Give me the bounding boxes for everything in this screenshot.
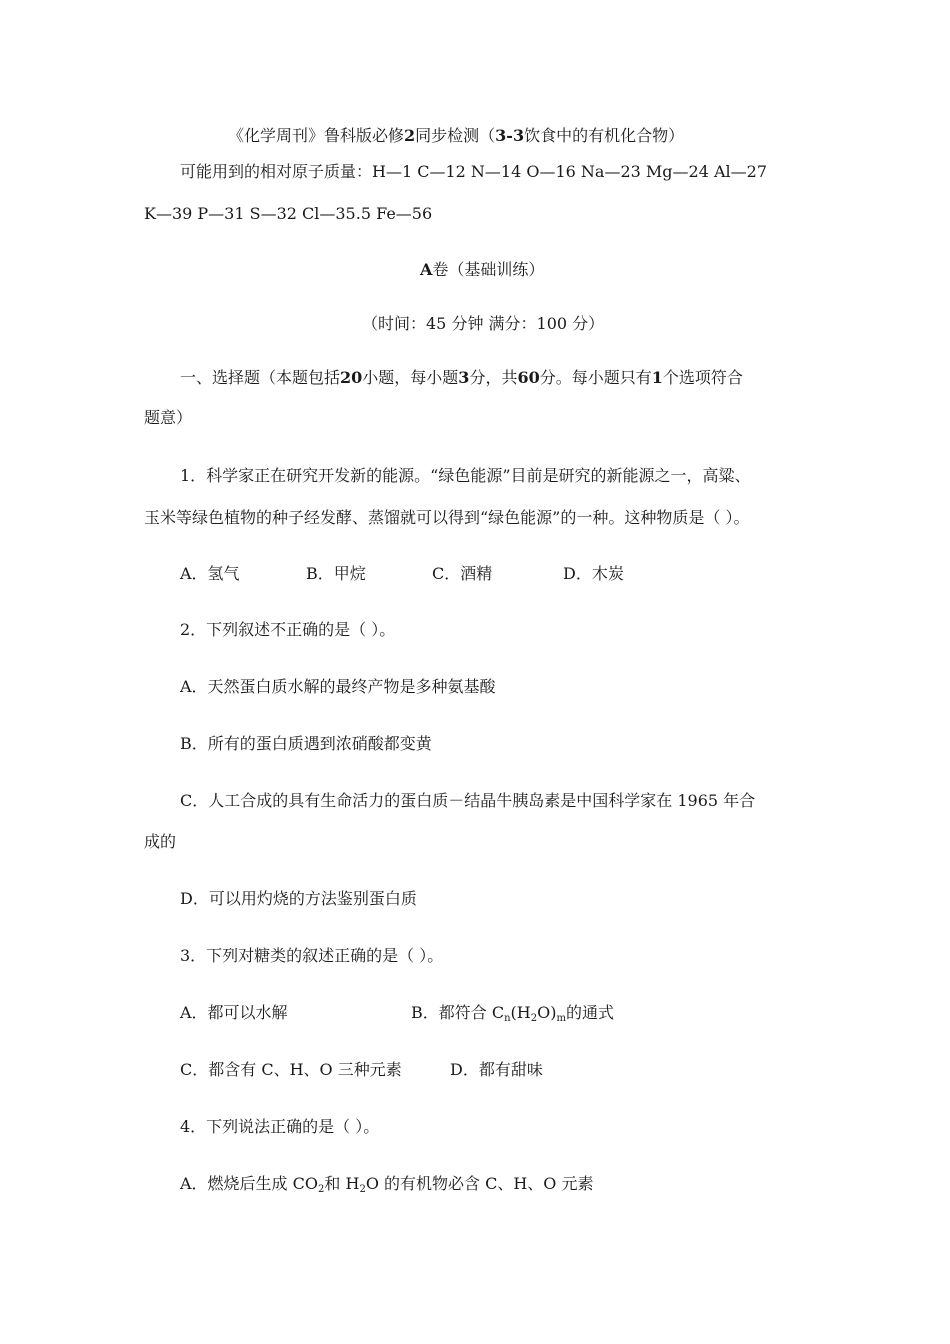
question-4-stem: 4．下列说法正确的是（ ）。 [180, 1117, 380, 1136]
question-2-option-b: B．所有的蛋白质遇到浓硝酸都变黄 [180, 734, 432, 753]
question-2-option-c: C．人工合成的具有生命活力的蛋白质－结晶牛胰岛素是中国科学家在 1965 年合 [180, 791, 756, 810]
question-3-stem: 3．下列对糖类的叙述正确的是（ ）。 [180, 946, 444, 965]
question-2-stem: 2．下列叙述不正确的是（ ）。 [180, 620, 396, 639]
paper-heading: A卷（基础训练） [420, 260, 545, 279]
question-1-option-b: B．甲烷 [306, 564, 366, 583]
section-heading-cont: 题意） [144, 408, 193, 427]
question-2-option-a: A．天然蛋白质水解的最终产物是多种氨基酸 [180, 677, 496, 696]
question-3-option-c: C．都含有 C、H、O 三种元素 [180, 1060, 402, 1079]
atomic-masses-line-1: 可能用到的相对原子质量：H—1 C—12 N—14 O—16 Na—23 Mg—24 Al—27 [180, 162, 768, 181]
question-2-option-d: D．可以用灼烧的方法鉴别蛋白质 [180, 889, 417, 908]
question-1-stem-cont: 玉米等绿色植物的种子经发酵、蒸馏就可以得到“绿色能源”的一种。这种物质是（ ）。 [144, 508, 750, 527]
question-2-option-c-cont: 成的 [144, 832, 177, 851]
question-3-option-b: B．都符合 $C_n(H_2O)_m$的通式 [411, 1003, 614, 1024]
section-heading: 一、选择题（本题包括20小题，每小题3分，共60分。每小题只有1个选项符合 [180, 368, 743, 387]
time-info: （时间：45 分钟 满分：100 分） [362, 314, 605, 333]
question-1-option-d: D．木炭 [563, 564, 624, 583]
document-title: 《化学周刊》鲁科版必修2同步检测（3-3饮食中的有机化合物） [228, 126, 685, 145]
question-1-stem: 1．科学家正在研究开发新的能源。“绿色能源”目前是研究的新能源之一，高粱、 [180, 466, 751, 485]
atomic-masses-line-2: K—39 P—31 S—32 Cl—35.5 Fe—56 [144, 204, 433, 223]
question-1-option-c: C．酒精 [432, 564, 493, 583]
question-1-option-a: A．氢气 [180, 564, 240, 583]
question-3-option-a: A．都可以水解 [180, 1003, 288, 1022]
question-4-option-a: A．燃烧后生成 $CO_2$和 $H_2O$ 的有机物必含 C、H、O 元素 [180, 1174, 594, 1195]
question-3-option-d: D．都有甜味 [450, 1060, 543, 1079]
